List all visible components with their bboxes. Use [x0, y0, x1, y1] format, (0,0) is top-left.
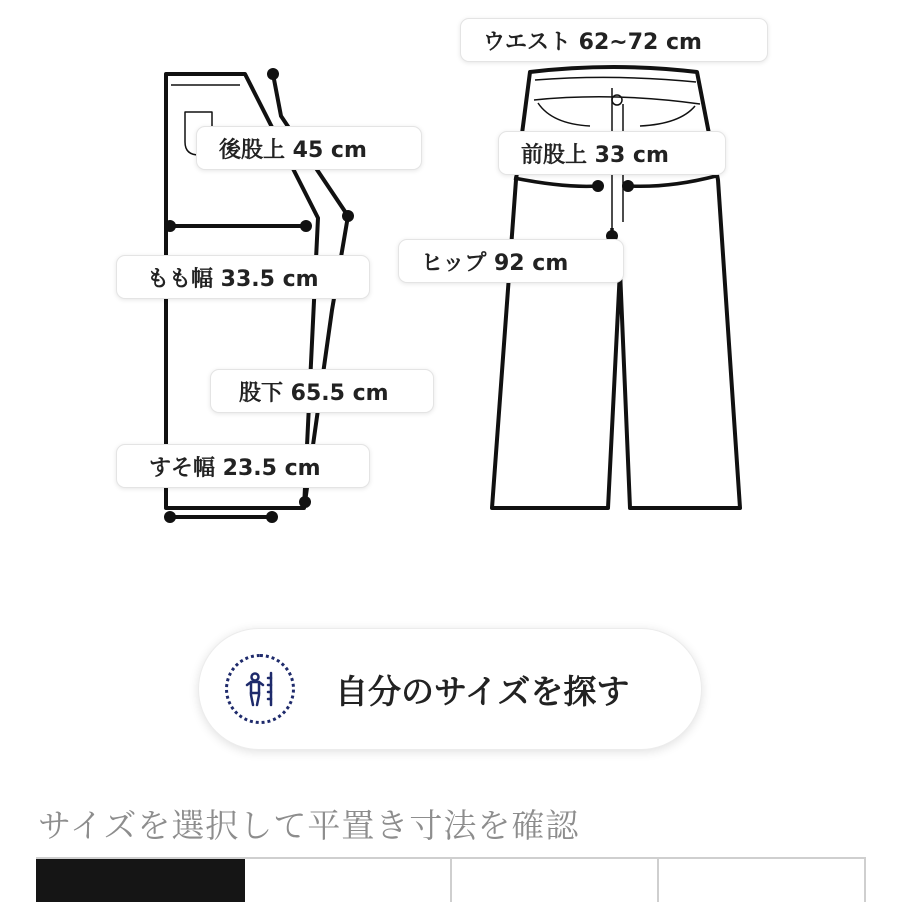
size-select-heading: サイズを選択して平置き寸法を確認	[38, 806, 580, 845]
thigh-label: もも幅 33.5 cm	[116, 255, 370, 299]
hip-label: ヒップ 92 cm	[398, 239, 624, 283]
size-tab[interactable]	[36, 859, 245, 902]
waist-label: ウエスト 62~72 cm	[460, 18, 768, 62]
back-rise-label: 後股上 45 cm	[196, 126, 422, 170]
hip-line-left	[514, 178, 598, 186]
hem-label: すそ幅 23.5 cm	[116, 444, 370, 488]
inseam-label: 股下 65.5 cm	[210, 369, 434, 413]
front-measure-lines	[514, 176, 716, 236]
size-tab[interactable]	[245, 859, 452, 902]
find-my-size-button[interactable]	[198, 628, 702, 750]
find-my-size-label: 自分のサイズを探す	[335, 671, 630, 711]
size-tab-list	[36, 857, 866, 902]
front-rise-label: 前股上 33 cm	[498, 131, 726, 175]
size-tab[interactable]	[659, 859, 866, 902]
size-tab[interactable]	[452, 859, 659, 902]
hip-line-right	[628, 176, 716, 186]
person-measure-icon	[225, 654, 295, 724]
